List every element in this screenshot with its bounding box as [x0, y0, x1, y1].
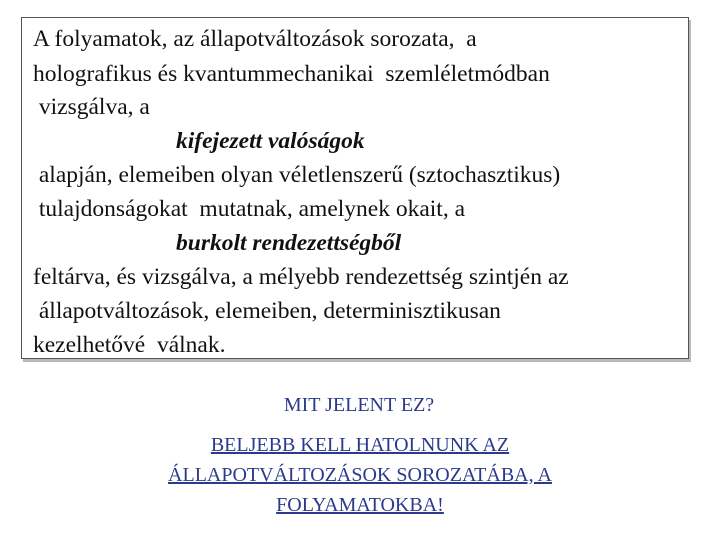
answer-line-1[interactable]: BELJEBB KELL HATOLNUNK AZ [210, 434, 510, 456]
definition-text-box [21, 17, 689, 359]
box-line-3: vizsgálva, a [33, 94, 150, 120]
box-line-10: kezelhetővé válnak. [33, 332, 226, 358]
box-line-8: feltárva, és vizsgálva, a mélyebb rendezettség szintjén az [33, 264, 569, 290]
answer-line-2[interactable]: ÁLLAPOTVÁLTOZÁSOK SOROZATÁBA, A [168, 464, 552, 486]
emphasis-kifejezett-valosagok: kifejezett valóságok [176, 128, 365, 154]
box-line-9: állapotváltozások, elemeiben, determinisztikusan [33, 298, 501, 324]
box-line-2: holografikus és kvantummechanikai szemléletmódban [33, 61, 550, 87]
box-line-1: A folyamatok, az állapotváltozások sorozata, a [33, 26, 477, 52]
box-line-5: alapján, elemeiben olyan véletlenszerű (sztochasztikus) [33, 162, 561, 188]
emphasis-burkolt-rendezettsegbol: burkolt rendezettségből [176, 230, 402, 256]
question-heading: MIT JELENT EZ? [283, 394, 435, 416]
box-line-6: tulajdonságokat mutatnak, amelynek okait, a [33, 196, 466, 222]
answer-line-3[interactable]: FOLYAMATOKBA! [276, 494, 444, 516]
